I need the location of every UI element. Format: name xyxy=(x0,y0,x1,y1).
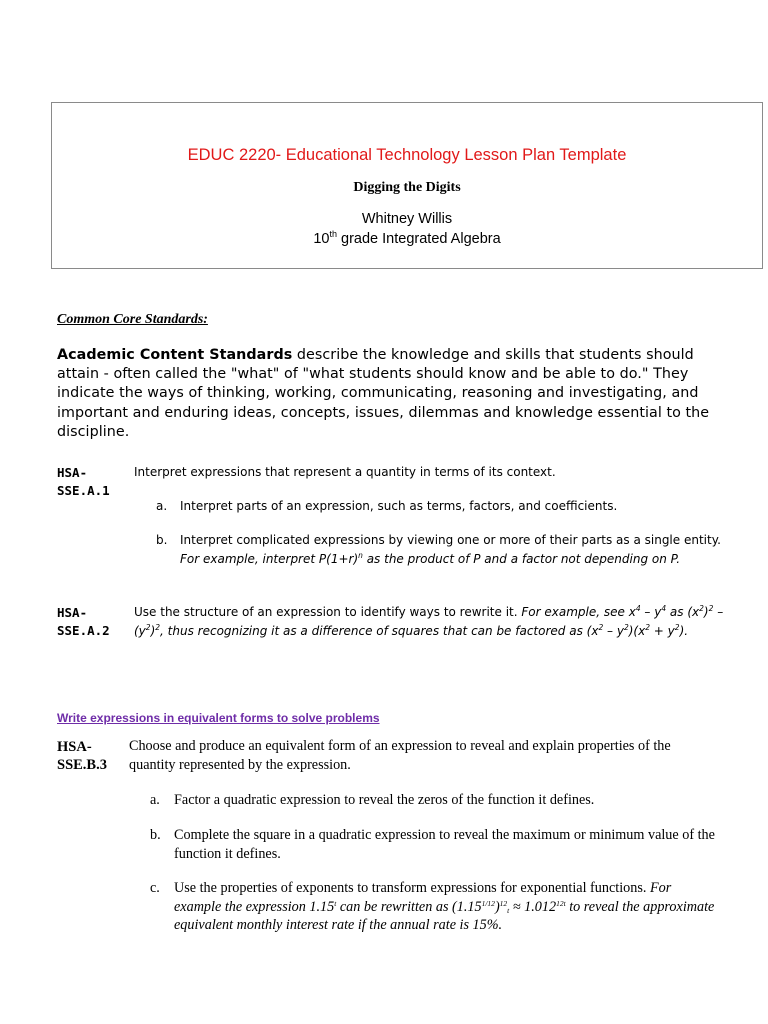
item-example: For example the expression 1.15$^t$ can be rewritten as $(1.15^{1/12})^{12}_t \approx 1.012^{12t}$ to reveal the approximate equivalent monthly interest rate if the annual rate is 15%. xyxy=(174,880,715,933)
list-marker: b. xyxy=(156,533,168,547)
intro-paragraph xyxy=(57,346,737,442)
list-marker: c. xyxy=(150,880,160,896)
grade-line xyxy=(52,231,762,247)
author-name: Whitney Willis xyxy=(361,211,453,227)
item-text: Interpret complicated expressions by viewing one or more of their parts as a single entity. xyxy=(180,533,721,547)
list-item xyxy=(174,879,719,935)
standard-text-b3: Choose and produce an equivalent form of an expression to reveal and explain properties of the quantity represented by the expression. xyxy=(129,738,671,773)
list-marker: a. xyxy=(156,499,168,513)
standard-code-a2 xyxy=(57,604,132,639)
grade-rest: grade Integrated Algebra xyxy=(337,231,501,247)
list-item: Interpret parts of an expression, such as terms, factors, and coefficients. xyxy=(180,499,618,513)
standard-code-a1 xyxy=(57,464,132,499)
standard-text-a2 xyxy=(134,603,729,640)
list-marker: a. xyxy=(150,792,160,808)
lesson-title: Digging the Digits xyxy=(353,180,461,195)
code-line-1: HSA- xyxy=(57,739,92,755)
list-item: Factor a quadratic expression to reveal the zeros of the function it defines. xyxy=(174,792,595,808)
item-example: For example, interpret $P(1+r)^n$ as the product of P and a factor not depending on P. xyxy=(180,550,681,566)
code-line-1: HSA- xyxy=(57,465,88,480)
code-line-2: SSE.A.2 xyxy=(57,622,110,638)
list-item xyxy=(180,531,725,568)
document-title: EDUC 2220- Educational Technology Lesson Plan Template xyxy=(187,146,627,164)
item-example: For example, see $x^4 - y^4$ as $(x^2)^2 - (y^2)^2$, thus recognizing it as a difference of squares that can be factored as $(x^2 - y^2)(x^2 + y^2)$. xyxy=(134,604,724,638)
list-marker: b. xyxy=(150,827,161,843)
grade-number: 10 xyxy=(313,231,330,247)
standards-group-heading: Write expressions in equivalent forms to solve problems xyxy=(57,711,380,725)
intro-bold: Academic Content Standards xyxy=(57,347,293,363)
standard-text-a1: Interpret expressions that represent a quantity in terms of its context. xyxy=(134,465,556,479)
title-box xyxy=(51,102,763,269)
code-line-2: SSE.A.1 xyxy=(57,482,110,498)
standard-code-b3 xyxy=(57,738,107,774)
grade-suffix: th xyxy=(329,229,337,239)
common-core-heading: Common Core Standards: xyxy=(57,312,208,327)
code-line-1: HSA- xyxy=(57,605,88,620)
item-text: Use the structure of an expression to identify ways to rewrite it. xyxy=(134,605,522,619)
intro-text: describe the knowledge and skills that students should attain - often called the "what" of "what students should know and be able to do." They indicate the ways of thinking, working, communicating, reasoning and investigating, and important and enduring ideas, concepts, issues, dilemmas and knowledge essential to the discipline. xyxy=(57,347,710,440)
item-text: Use the properties of exponents to transform expressions for exponential functions. xyxy=(174,880,650,896)
code-line-2: SSE.B.3 xyxy=(57,757,107,773)
list-item: Complete the square in a quadratic expression to reveal the maximum or minimum value of the function it defines. xyxy=(174,827,715,862)
